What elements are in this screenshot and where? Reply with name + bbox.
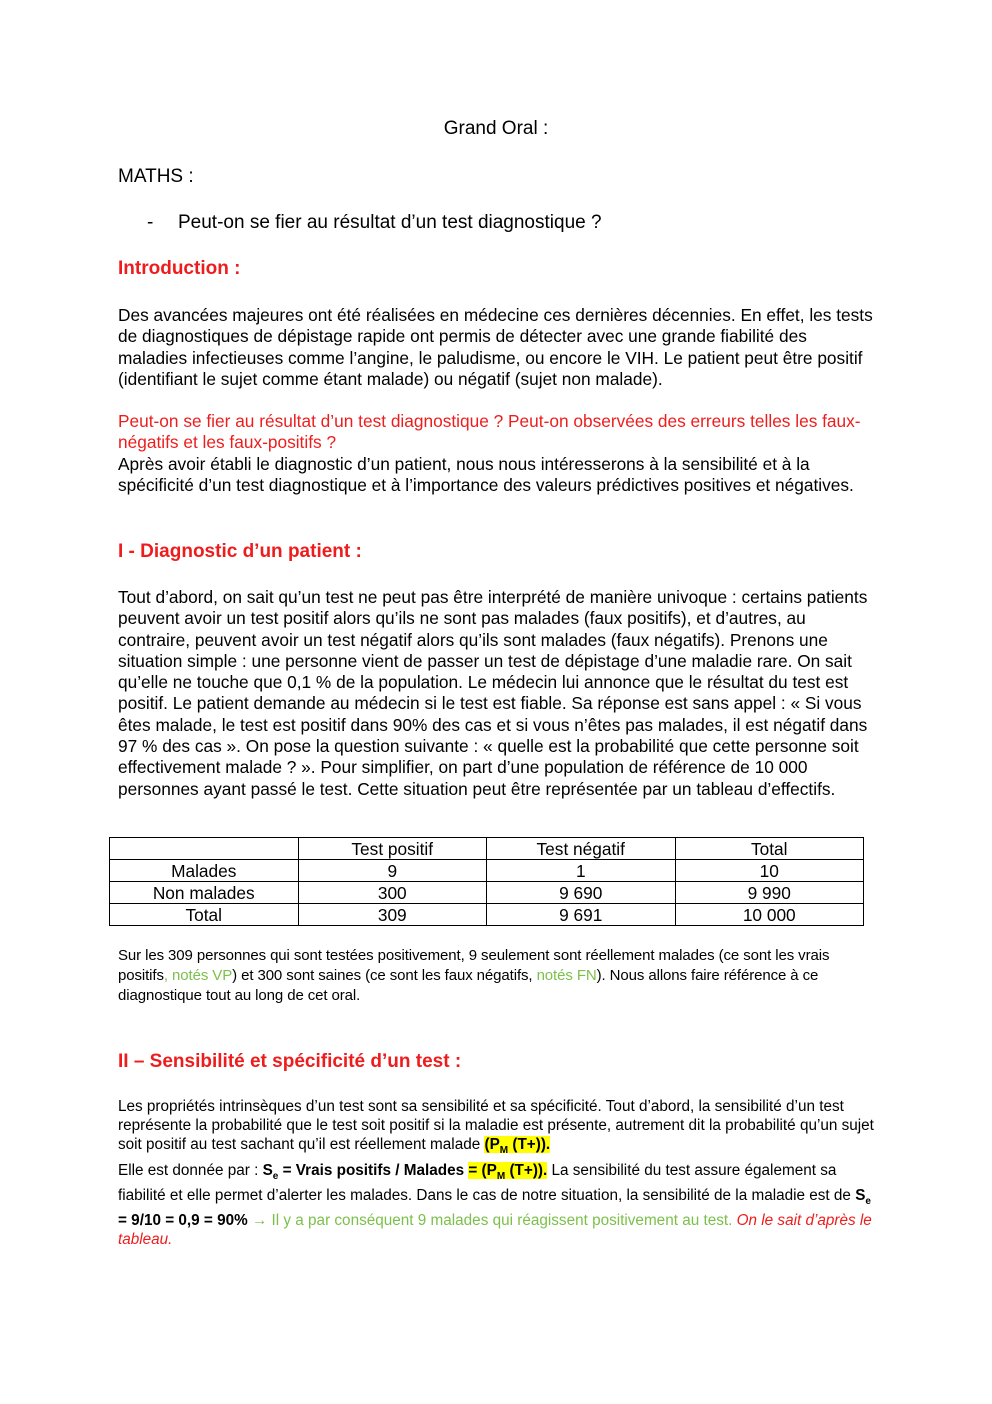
red-remark: On le sait d’après le tableau. <box>118 1212 872 1249</box>
table-cell: 9 690 <box>487 882 676 904</box>
table-cell: 9 990 <box>675 882 864 904</box>
commentary-text: ) et 300 sont saines (ce sont les faux négatifs, <box>232 967 537 984</box>
intro-heading: Introduction : <box>118 258 241 279</box>
formula-part: S <box>262 1161 273 1179</box>
table-cell: 309 <box>298 904 487 926</box>
highlight-formula <box>468 1161 548 1182</box>
table-cell: Total <box>110 904 299 926</box>
table-header-row <box>110 838 864 860</box>
formula-part: S <box>855 1186 866 1204</box>
table-cell <box>110 838 299 860</box>
subject-label: MATHS : <box>118 166 194 187</box>
highlight-formula <box>484 1136 551 1157</box>
formula-sub: M <box>499 1145 509 1157</box>
table-cell: 300 <box>298 882 487 904</box>
table-commentary <box>118 946 878 1006</box>
table-cell: Test positif <box>298 838 487 860</box>
formula-part: (P <box>484 1136 500 1154</box>
section2-paragraph <box>118 1097 878 1250</box>
bullet-dash: - <box>147 212 154 233</box>
table-row <box>110 904 864 926</box>
question-text: Peut-on se fier au résultat d’un test diagnostique ? <box>178 212 602 233</box>
section2-text: Les propriétés intrinsèques d’un test sont sa sensibilité et sa spécificité. Tout d’abord, la sensibilité d’un test représente la probabilité que le test soit positif si la maladie est présente, autrement dit la probabilité qu’un sujet soit positif au test sachant qu’il est réellement malade <box>118 1098 874 1154</box>
table-cell: Test négatif <box>487 838 676 860</box>
problem-statement: Peut-on se fier au résultat d’un test diagnostique ? Peut-on observées des erreurs telles les faux-négatifs et les faux-positifs ? <box>118 411 861 453</box>
table-cell: 10 <box>675 860 864 882</box>
section2-text: Elle est donnée par : <box>118 1161 263 1179</box>
sensitivity-formula <box>262 1161 548 1182</box>
formula-sub: e <box>272 1170 279 1182</box>
commentary-vp-note: , notés VP <box>163 967 233 984</box>
intro-paragraph: Des avancées majeures ont été réalisées en médecine ces dernières décennies. En effet, les tests de diagnostiques de dépistage rapide ont permis de détecter avec une grande fiabilité des maladies infectieuses comme l’angine, le paludisme, ou encore le VIH. Le patient peut être positif (identifiant le sujet comme étant malade) ou négatif (sujet non malade). <box>118 305 873 389</box>
intro-plan: Après avoir établi le diagnostic d’un patient, nous nous intéresserons à la sensibilité et à la spécificité d’un test diagnostique et à l’importance des valeurs prédictives positives et négatives. <box>118 454 854 496</box>
commentary-text: ). Nous allons faire référence à ce diagnostique tout au long de cet oral. <box>118 967 819 1004</box>
formula-sub: M <box>496 1170 506 1182</box>
table-cell: 9 <box>298 860 487 882</box>
table-cell: Malades <box>110 860 299 882</box>
table-cell: 1 <box>487 860 676 882</box>
effectifs-table <box>109 837 864 926</box>
formula-part: = (P <box>468 1161 497 1179</box>
table-row <box>110 882 864 904</box>
formula-part: = 9/10 = 0,9 = 90% <box>118 1212 248 1230</box>
formula-sub: e <box>865 1195 871 1207</box>
table-row <box>110 860 864 882</box>
commentary-fn-note: notés FN <box>536 967 597 984</box>
section1-heading: I - Diagnostic d’un patient : <box>118 541 362 562</box>
page-title: Grand Oral : <box>443 118 549 139</box>
table-cell: Non malades <box>110 882 299 904</box>
formula-part: = Vrais positifs / Malades <box>278 1161 469 1179</box>
formula-part: (T+)). <box>505 1161 548 1179</box>
formula-part: (T+)). <box>508 1136 551 1154</box>
section2-heading: II – Sensibilité et spécificité d’un test : <box>118 1051 462 1072</box>
green-conclusion: → Il y a par conséquent 9 malades qui réagissent positivement au test. <box>247 1212 733 1230</box>
commentary-text: Sur les 309 personnes qui sont testées positivement, 9 seulement sont réellement malades (ce sont les vrais positifs <box>118 947 830 984</box>
question-item <box>147 212 602 234</box>
table-cell: 10 000 <box>675 904 864 926</box>
section1-paragraph: Tout d’abord, on sait qu’un test ne peut pas être interprété de manière univoque : certains patients peuvent avoir un test positif alors qu’ils ne sont pas malades (faux positifs), et d’autres, au contraire, peuvent avoir un test négatif alors qu’ils sont malades (faux négatifs). Prenons une situation simple : une personne vient de passer un test de dépistage d’une maladie rare. On sait qu’elle ne touche que 0,1 % de la population. Le médecin lui annonce que le résultat du test est positif. Le patient demande au médecin si le test est fiable. Sa réponse est sans appel : « Si vous êtes malade, le test est positif dans 90% des cas et si vous n’êtes pas malades, il est négatif dans 97 % des cas ». On pose la question suivante : « quelle est la probabilité que cette personne soit effectivement malade ? ». Pour simplifier, on part d’une population de référence de 10 000 personnes ayant passé le test. Cette situation peut être représentée par un tableau d’effectifs. <box>118 587 868 799</box>
section2-text: La sensibilité du test assure également sa fiabilité et elle permet d’alerter les malades. Dans le cas de notre situation, la sensibilité de la maladie est de <box>118 1161 856 1204</box>
table-cell: 9 691 <box>487 904 676 926</box>
table-cell: Total <box>675 838 864 860</box>
